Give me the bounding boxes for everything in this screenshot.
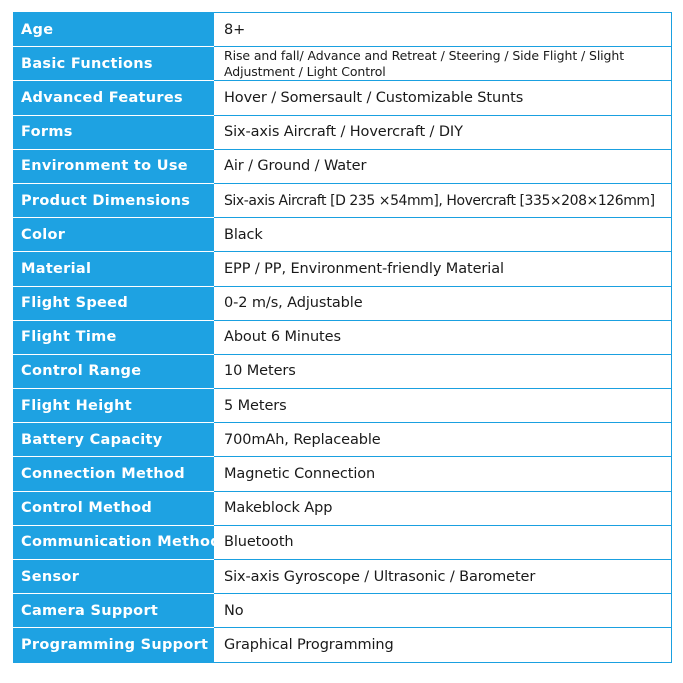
spec-row-flight-speed	[14, 286, 672, 320]
spec-value: Bluetooth	[214, 525, 672, 559]
spec-row-dimensions	[14, 183, 672, 217]
spec-label: Flight Height	[14, 389, 214, 423]
spec-value: No	[214, 594, 672, 628]
spec-row-sensor	[14, 560, 672, 594]
spec-value: Six-axis Aircraft [D 235 ×54mm], Hovercraft [335×208×126mm]	[214, 183, 672, 217]
spec-value: Air / Ground / Water	[214, 149, 672, 183]
spec-value: 5 Meters	[214, 389, 672, 423]
spec-value: Six-axis Gyroscope / Ultrasonic / Barometer	[214, 560, 672, 594]
spec-label: Connection Method	[14, 457, 214, 491]
spec-table	[13, 12, 672, 663]
spec-value: About 6 Minutes	[214, 320, 672, 354]
spec-row-communication-method	[14, 525, 672, 559]
spec-label: Camera Support	[14, 594, 214, 628]
spec-label: Control Range	[14, 354, 214, 388]
spec-label: Age	[14, 13, 214, 47]
spec-row-programming-support	[14, 628, 672, 662]
spec-row-advanced-features	[14, 81, 672, 115]
spec-label: Sensor	[14, 560, 214, 594]
spec-value: Rise and fall/ Advance and Retreat / Steering / Side Flight / Slight Adjustment / Light Control	[214, 47, 672, 81]
spec-label: Material	[14, 252, 214, 286]
spec-row-color	[14, 218, 672, 252]
spec-value: 8+	[214, 13, 672, 47]
spec-value: 700mAh, Replaceable	[214, 423, 672, 457]
spec-label: Advanced Features	[14, 81, 214, 115]
spec-value: EPP / PP, Environment-friendly Material	[214, 252, 672, 286]
spec-row-flight-time	[14, 320, 672, 354]
spec-row-material	[14, 252, 672, 286]
spec-value: Graphical Programming	[214, 628, 672, 662]
spec-label: Battery Capacity	[14, 423, 214, 457]
spec-row-environment	[14, 149, 672, 183]
spec-label: Communication Method	[14, 525, 214, 559]
spec-row-control-method	[14, 491, 672, 525]
spec-value: Makeblock App	[214, 491, 672, 525]
spec-label: Programming Support	[14, 628, 214, 662]
spec-table-body	[14, 13, 672, 663]
spec-label: Flight Time	[14, 320, 214, 354]
spec-value: 10 Meters	[214, 354, 672, 388]
spec-value: Hover / Somersault / Customizable Stunts	[214, 81, 672, 115]
spec-label: Environment to Use	[14, 149, 214, 183]
spec-label: Color	[14, 218, 214, 252]
spec-label: Product Dimensions	[14, 183, 214, 217]
spec-row-flight-height	[14, 389, 672, 423]
spec-row-age	[14, 13, 672, 47]
spec-value: 0-2 m/s, Adjustable	[214, 286, 672, 320]
spec-label: Control Method	[14, 491, 214, 525]
spec-row-connection-method	[14, 457, 672, 491]
spec-row-control-range	[14, 354, 672, 388]
spec-row-camera-support	[14, 594, 672, 628]
spec-row-battery-capacity	[14, 423, 672, 457]
spec-value: Six-axis Aircraft / Hovercraft / DIY	[214, 115, 672, 149]
spec-value: Magnetic Connection	[214, 457, 672, 491]
spec-label: Basic Functions	[14, 47, 214, 81]
spec-row-basic-functions	[14, 47, 672, 81]
spec-label: Flight Speed	[14, 286, 214, 320]
spec-row-forms	[14, 115, 672, 149]
spec-label: Forms	[14, 115, 214, 149]
spec-value: Black	[214, 218, 672, 252]
